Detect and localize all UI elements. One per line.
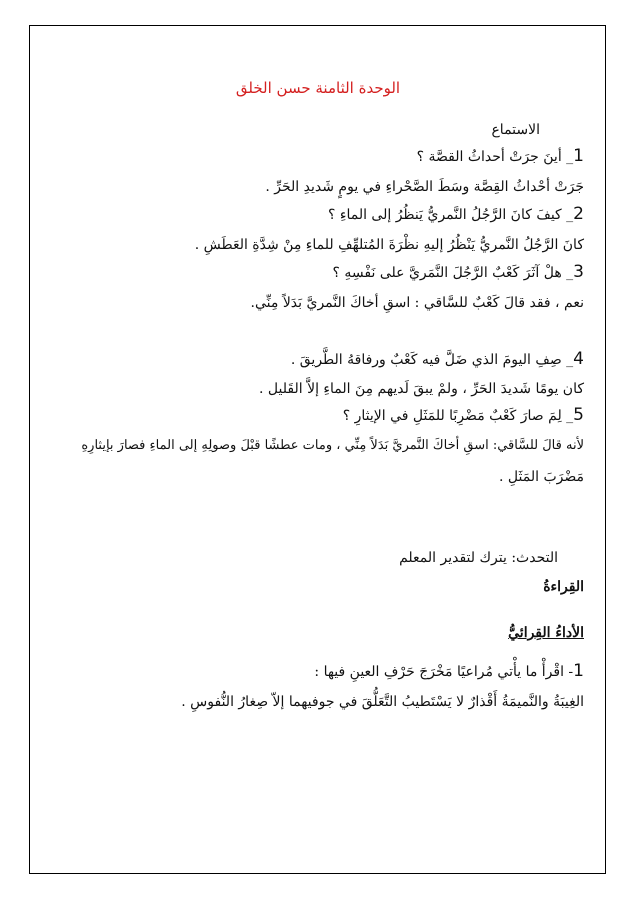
question-2-number: 2 (573, 204, 584, 224)
question-1-number: 1 (573, 146, 584, 166)
question-5 (343, 406, 584, 425)
answer-5: لأنه قالَ للسَّاقي: اسقِ أخاكَ النَّمريَّ بَدَلاً مِنِّي ، ومات عطشًا قبْلَ وصولِهِ إلى الماءِ فصارَ بإيثارِهِ (81, 438, 584, 453)
answer-2: كانَ الرَّجُلُ النَّمريُّ يَنْظُرُ إليهِ نظْرَةَ المُتلهِّفِ للماءِ مِنْ شِدَّةِ العَطَشِ . (194, 237, 584, 253)
question-4-text: _ صِفِ اليومَ الذي ضَلَّ فيه كَعْبٌ ورفاقهُ الطَّريقَ . (290, 352, 574, 368)
question-1 (417, 147, 584, 166)
unit-title: الوحدة الثامنة حسن الخلق (235, 79, 401, 97)
question-3-text: _ هلْ آثَرَ كَعْبٌ الرَّجُلَ النَّمَريَّ على نَفْسِهِ ؟ (332, 265, 574, 281)
question-4 (291, 350, 584, 369)
question-4-number: 4 (573, 349, 584, 369)
answer-5-continued: مَضْرَبَ المَثَلِ . (499, 469, 584, 485)
answer-4: كان يومًا شَديدَ الحَرِّ ، ولمْ يبقَ لَديهم مِنَ الماءِ إلاَّ القَليل . (259, 381, 584, 397)
speaking-note: التحدث: يترك لتقدير المعلم (399, 550, 558, 566)
reading-task (314, 662, 584, 681)
question-5-number: 5 (573, 405, 584, 425)
answer-1: جَرَتْ أحْداثُ القِصَّة وسَطَ الصَّحْراءِ في يومٍ شَديدِ الحَرِّ . (265, 179, 584, 195)
question-2 (328, 205, 584, 224)
reading-sentence: الغِيبَةُ والنَّميمَةُ أَقْذارٌ لا يَسْتَطيبُ التَّعَلُّقَ في جوفيهما إلاّ صِغارُ النُّفوسِ . (181, 694, 584, 710)
question-3-number: 3 (573, 262, 584, 282)
question-2-text: _ كيفَ كانَ الرَّجُلُ النَّمريُّ يَنظُرُ إلى الماءِ ؟ (328, 207, 574, 223)
answer-3: نعم ، فقد قالَ كَعْبٌ للسَّاقي : اسقِ أخاكَ النَّمريَّ بَدَلاً مِنِّي. (250, 295, 584, 311)
question-3 (333, 263, 584, 282)
reading-task-number: 1 (573, 661, 584, 681)
question-5-text: _ لِمَ صارَ كَعْبٌ مَضْرِبًا للمَثَلِ في الإيثارِ ؟ (342, 408, 574, 424)
reading-task-text: - اقْرأْ ما يأْتي مُراعيًا مَخْرَجَ حَرْفِ العينِ فيها : (314, 664, 574, 680)
listening-heading: الاستماع (491, 122, 540, 138)
reading-heading: القِراءةُ (543, 579, 584, 595)
reading-subheading: الأداءُ القِرائيُّ (508, 625, 584, 641)
question-1-text: _ أينَ جرَتْ أحداثُ القصَّة ؟ (416, 149, 574, 165)
